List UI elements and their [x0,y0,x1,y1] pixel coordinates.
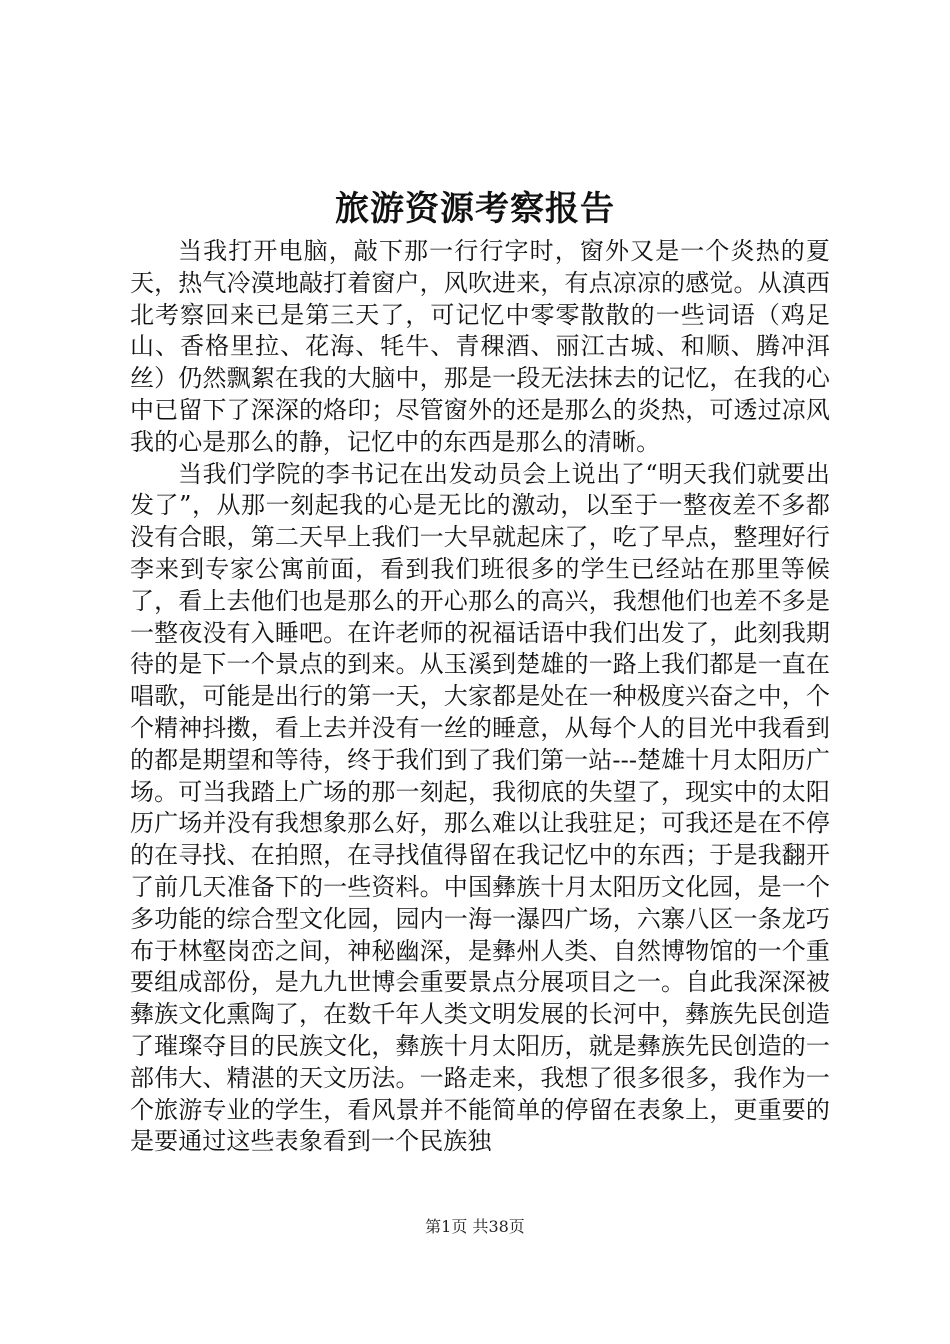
document-title: 旅游资源考察报告 [335,189,615,229]
document-body [130,236,830,1158]
page-footer [0,1215,950,1239]
page-number: 第1页 共38页 [425,1217,525,1236]
paragraph: 当我打开电脑，敲下那一行行字时，窗外又是一个炎热的夏天，热气冷漠地敲打着窗户，风吹进来，有点凉凉的感觉。从滇西北考察回来已是第三天了，可记忆中零零散散的一些词语（鸡足山、香格里拉、花海、牦牛、青稞酒、丽江古城、和顺、腾冲洱丝）仍然飘絮在我的大脑中，那是一段无法抹去的记忆，在我的心中已留下了深深的烙印；尽管窗外的还是那么的炎热，可透过凉风我的心是那么的静，记忆中的东西是那么的清晰。 [130,237,830,456]
paragraph: 当我们学院的李书记在出发动员会上说出了“明天我们就要出发了”，从那一刻起我的心是无比的激动，以至于一整夜差不多都没有合眼，第二天早上我们一大早就起床了，吃了早点，整理好行李来到专家公寓前面，看到我们班很多的学生已经站在那里等候了，看上去他们也是那么的开心那么的高兴，我想他们也差不多是一整夜没有入睡吧。在许老师的祝福话语中我们出发了，此刻我期待的是下一个景点的到来。从玉溪到楚雄的一路上我们都是一直在唱歌，可能是出行的第一天，大家都是处在一种极度兴奋之中，个个精神抖擞，看上去并没有一丝的睡意，从每个人的目光中我看到的都是期望和等待，终于我们到了我们第一站---楚雄十月太阳历广场。可当我踏上广场的那一刻起，我彻底的失望了，现实中的太阳历广场并没有我想象那么好，那么难以让我驻足；可我还是在不停的在寻找、在拍照，在寻找值得留在我记忆中的东西；于是我翻开了前几天准备下的一些资料。中国彝族十月太阳历文化园，是一个多功能的综合型文化园，园内一海一瀑四广场，六寨八区一条龙巧布于林壑岗峦之间，神秘幽深，是彝州人类、自然博物馆的一个重要组成部份，是九九世博会重要景点分展项目之一。自此我深深被彝族文化熏陶了，在数千年人类文明发展的长河中，彝族先民创造了璀璨夺目的民族文化，彝族十月太阳历，就是彝族先民创造的一部伟大、精湛的天文历法。一路走来，我想了很多很多，我作为一个旅游专业的学生，看风景并不能简单的停留在表象上，更重要的是要通过这些表象看到一个民族独 [130,459,830,1156]
